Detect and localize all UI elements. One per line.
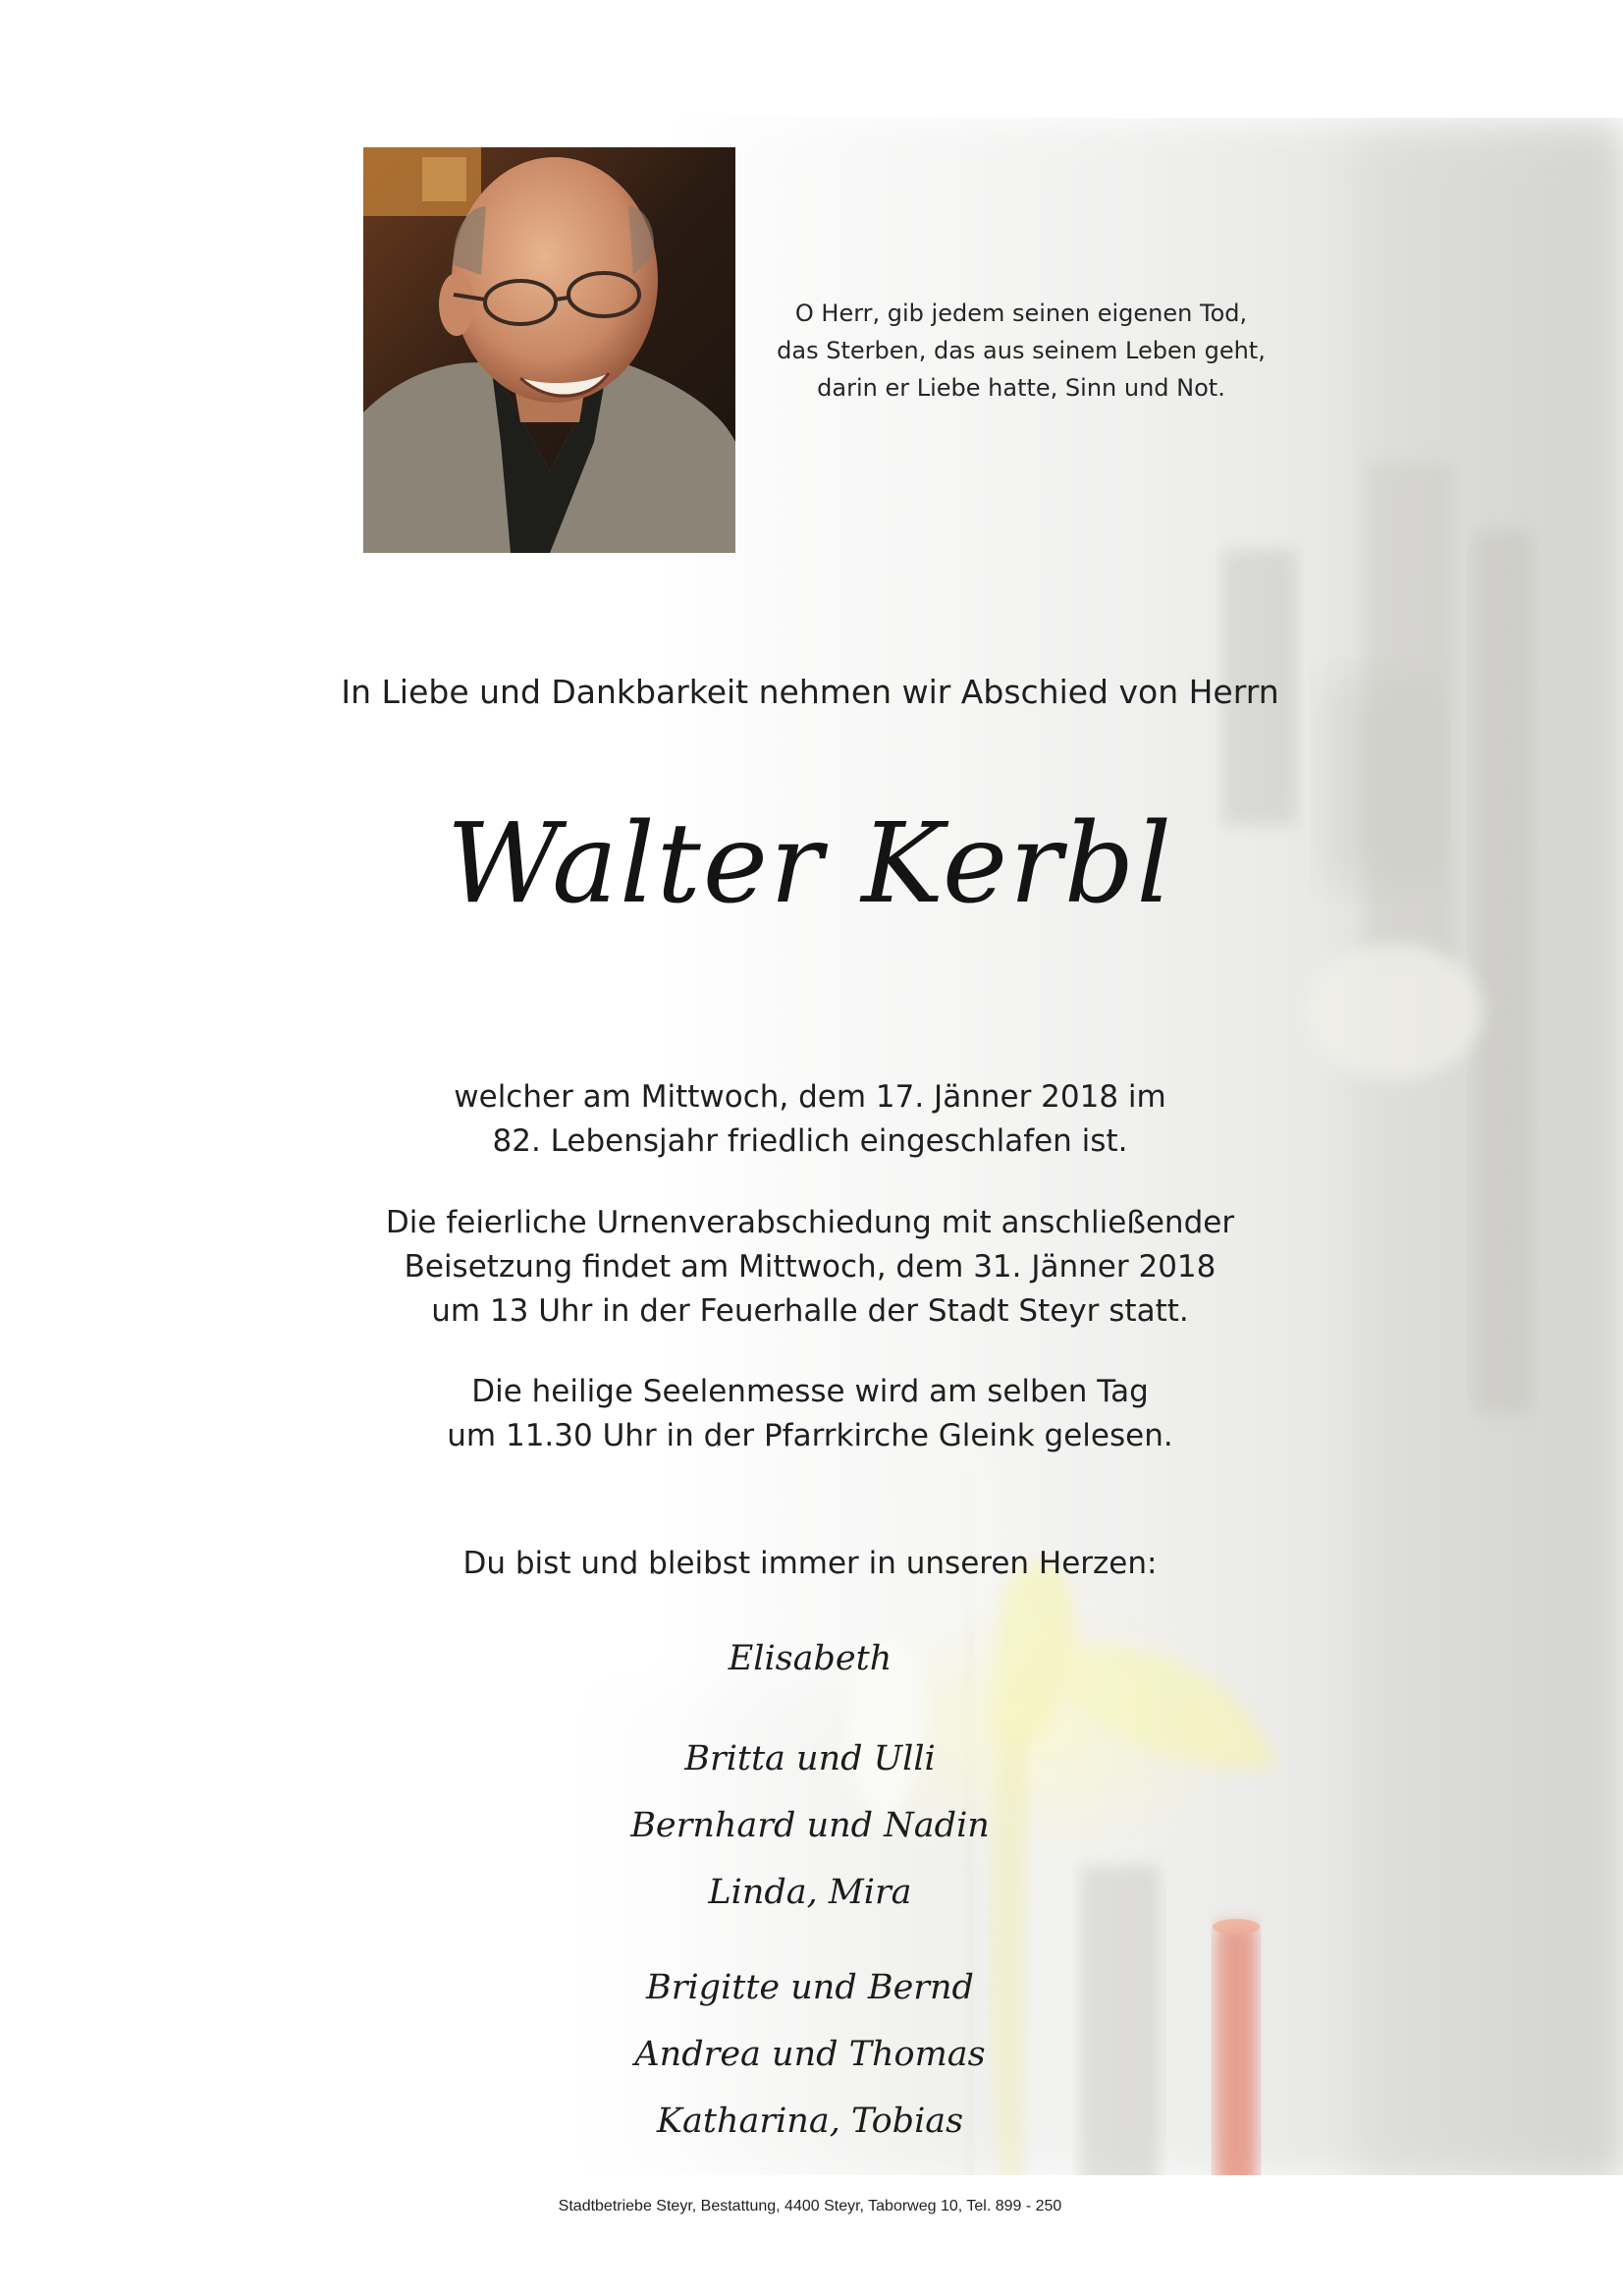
- death-notice-paragraph: [295, 1075, 1325, 1164]
- hearts-line: [295, 1542, 1325, 1586]
- quote-line: O Herr, gib jedem seinen eigenen Tod,: [794, 300, 1248, 327]
- deceased-name: Walter Kerbl: [446, 800, 1174, 928]
- quote-line: das Sterben, das aus seinem Leben geht,: [777, 337, 1266, 364]
- paragraph-line: um 11.30 Uhr in der Pfarrkirche Gleink gelesen.: [447, 1418, 1173, 1453]
- family-name: Elisabeth: [728, 1639, 893, 1678]
- family-name: Britta und Ulli: [684, 1739, 936, 1778]
- mass-paragraph: [295, 1370, 1325, 1458]
- paragraph-line: um 13 Uhr in der Feuerhalle der Stadt Steyr statt.: [431, 1293, 1189, 1329]
- paragraph-line: welcher am Mittwoch, dem 17. Jänner 2018 im: [454, 1079, 1166, 1115]
- family-name: Brigitte und Bernd: [646, 1968, 974, 2007]
- family-group-children-1: [393, 1725, 1227, 1926]
- paragraph-line: Die heilige Seelenmesse wird am selben Tag: [471, 1374, 1149, 1409]
- family-name: Andrea und Thomas: [634, 2035, 986, 2074]
- family-group-children-2: [393, 1954, 1227, 2155]
- family-name: Katharina, Tobias: [656, 2102, 964, 2141]
- ceremony-paragraph: [295, 1201, 1325, 1334]
- intro-text: In Liebe und Dankbarkeit nehmen wir Abschied von Herrn: [341, 673, 1279, 711]
- family-name: Bernhard und Nadin: [630, 1806, 990, 1845]
- poem-quote: [776, 295, 1267, 407]
- family-group-spouse: [393, 1625, 1227, 1692]
- portrait-photo: [363, 147, 735, 553]
- paragraph-line: Du bist und bleibst immer in unseren Herzen:: [462, 1546, 1158, 1581]
- paragraph-line: Beisetzung findet am Mittwoch, dem 31. Jänner 2018: [404, 1249, 1217, 1285]
- paragraph-line: Die feierliche Urnenverabschiedung mit anschließender: [385, 1205, 1235, 1240]
- quote-line: darin er Liebe hatte, Sinn und Not.: [817, 374, 1225, 402]
- paragraph-line: 82. Lebensjahr friedlich eingeschlafen ist.: [492, 1123, 1128, 1159]
- family-name: Linda, Mira: [708, 1873, 912, 1912]
- funeral-home-footer: Stadtbetriebe Steyr, Bestattung, 4400 Steyr, Taborweg 10, Tel. 899 - 250: [558, 2198, 1062, 2214]
